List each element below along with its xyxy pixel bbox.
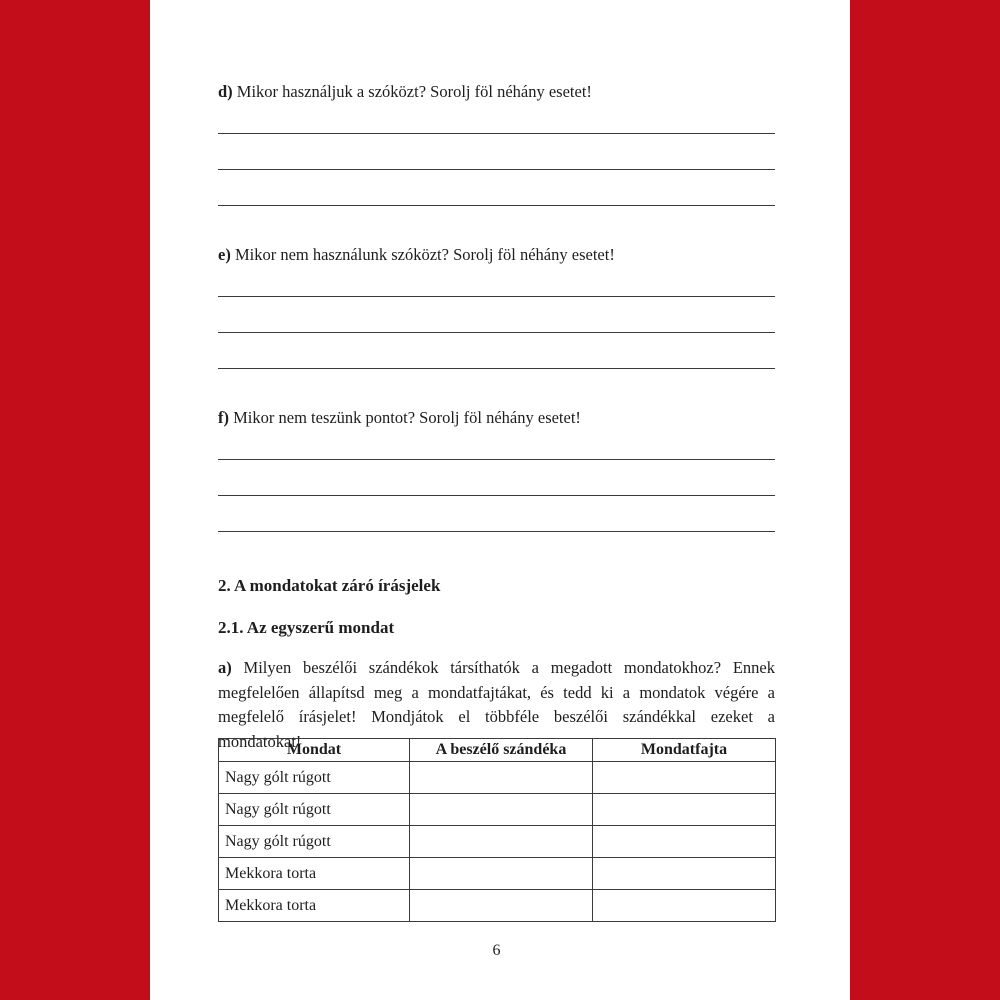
sentence-cell: Nagy gólt rúgott: [219, 826, 410, 858]
table-row: [219, 794, 776, 826]
task-a-label: a): [218, 658, 232, 677]
intent-cell[interactable]: [410, 858, 593, 890]
table-row: [219, 826, 776, 858]
sentence-type-cell[interactable]: [593, 858, 776, 890]
question-e: [218, 245, 615, 265]
question-d-label: d): [218, 82, 233, 101]
table-row: [219, 890, 776, 922]
sentence-type-cell[interactable]: [593, 762, 776, 794]
answer-line[interactable]: [218, 169, 775, 170]
question-f-text: Mikor nem teszünk pontot? Sorolj föl néhány esetet!: [229, 408, 581, 427]
intent-cell[interactable]: [410, 890, 593, 922]
answer-line[interactable]: [218, 296, 775, 297]
column-header-szandek: A beszélő szándéka: [410, 739, 593, 762]
table-header-row: [219, 739, 776, 762]
question-e-label: e): [218, 245, 231, 264]
answer-line[interactable]: [218, 332, 775, 333]
answer-line[interactable]: [218, 459, 775, 460]
answer-line[interactable]: [218, 133, 775, 134]
workbook-page: [150, 0, 850, 1000]
intent-cell[interactable]: [410, 826, 593, 858]
answer-line[interactable]: [218, 495, 775, 496]
section-title: 2. A mondatokat záró írásjelek: [218, 576, 441, 595]
answer-line[interactable]: [218, 368, 775, 369]
sentence-type-cell[interactable]: [593, 890, 776, 922]
page-number: 6: [492, 942, 501, 959]
answer-line[interactable]: [218, 531, 775, 532]
intent-cell[interactable]: [410, 794, 593, 826]
question-f-label: f): [218, 408, 229, 427]
sentence-type-cell[interactable]: [593, 826, 776, 858]
task-a-text: Milyen beszélői szándékok társíthatók a megadott mondatokhoz? Ennek megfelelően állapítsd meg a mondatfajtákat, és tedd ki a mondatok végére a megfelelő írásjelet! Mondjátok el többféle beszélői szándékkal ezeket a mondatokat!: [218, 658, 775, 751]
column-header-mondat: Mondat: [219, 739, 410, 762]
sentence-cell: Mekkora torta: [219, 890, 410, 922]
subsection-title: 2.1. Az egyszerű mondat: [218, 618, 395, 637]
question-f: [218, 408, 581, 428]
sentence-table: [218, 738, 776, 922]
question-e-text: Mikor nem használunk szóközt? Sorolj föl néhány esetet!: [230, 245, 615, 264]
sentence-type-cell[interactable]: [593, 794, 776, 826]
sentence-cell: Mekkora torta: [219, 858, 410, 890]
table-row: [219, 762, 776, 794]
sentence-cell: Nagy gólt rúgott: [219, 762, 410, 794]
sentence-cell: Nagy gólt rúgott: [219, 794, 410, 826]
question-d: [218, 82, 592, 102]
table-row: [219, 858, 776, 890]
column-header-mondatfajta: Mondatfajta: [593, 739, 776, 762]
answer-line[interactable]: [218, 205, 775, 206]
intent-cell[interactable]: [410, 762, 593, 794]
page-content: [218, 0, 775, 1000]
question-d-text: Mikor használjuk a szóközt? Sorolj föl néhány esetet!: [232, 82, 592, 101]
